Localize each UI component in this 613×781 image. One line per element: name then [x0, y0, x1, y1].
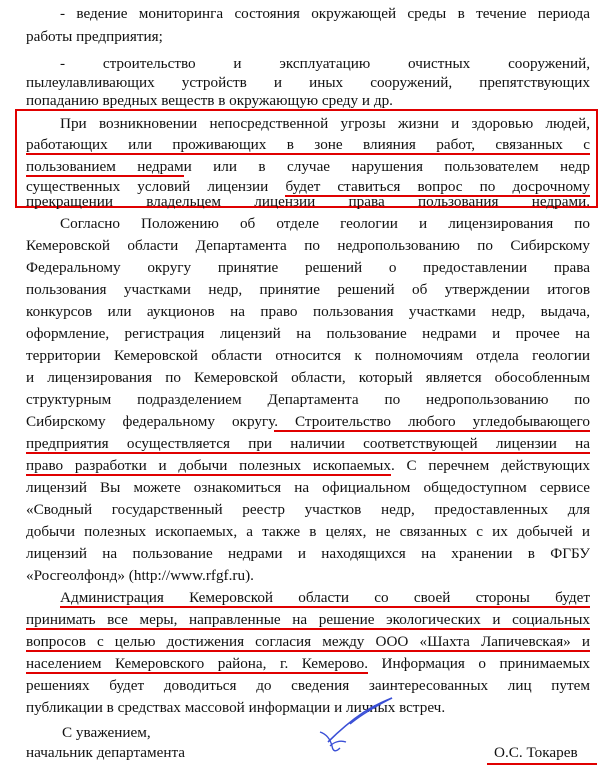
text-line-13: Федеральному округу принятие решений о предоставлении права [26, 259, 590, 276]
underline-segment: принимать все меры, направленные на решение экологических и социальных [26, 611, 590, 628]
text-line-21 [26, 433, 590, 455]
name-underline [487, 763, 597, 765]
closing-text: С уважением, [62, 724, 151, 741]
text-line-22: право разработки и добычи полезных ископаемых. С перечнем действующих [26, 457, 590, 474]
text-line-2: работы предприятия; [26, 28, 163, 45]
underline-segment: населением Кемеровского района, г. Кемерово. [26, 655, 369, 672]
text-line-32: решениях будет доводиться до сведения заинтересованных лиц путем [26, 677, 590, 694]
text-line-1: - ведение мониторинга состояния окружающей среды в течение периода [60, 5, 590, 22]
text-line-4: пылеулавливающих устройств и иных сооружений, препятствующих [26, 74, 590, 91]
underline-segment: Администрация Кемеровской области со своей стороны будет [60, 589, 590, 606]
text-line-7 [26, 134, 590, 156]
text-line-26: лицензий на пользование недрами и находящихся на хранении в ФГБУ [26, 545, 590, 562]
text-line-25: добычи полезных ископаемых, а также в целях, не связанных с их добычей и [26, 523, 590, 540]
underline-segment: вопросов с целью достижения согласия между ООО «Шахта Лапичевская» и [26, 633, 590, 650]
text-line-11: Согласно Положению об отделе геологии и лицензирования по [60, 215, 590, 232]
text-line-19: структурным подразделением Департамента по недропользованию по [26, 391, 590, 408]
text-line-23: лицензий Вы можете ознакомиться на официальном общедоступном сервисе [26, 479, 590, 496]
text-line-17: территории Кемеровской области относится к полномочиям отдела геологии [26, 347, 590, 364]
signatory-name: О.С. Токарев [494, 744, 578, 761]
underline-segment: . Строительство любого угледобывающего [274, 413, 590, 430]
underline-segment: право разработки и добычи полезных ископаемых [26, 457, 391, 474]
underline-segment: пользованием недрам [26, 158, 184, 175]
position-text: начальник департамента [26, 744, 186, 761]
underline-segment: работающих или проживающих в зоне влияния работ, связанных с [26, 136, 590, 153]
underline-segment: предприятия осуществляется при наличии соответствующей лицензии на [26, 435, 590, 452]
underline-segment: будет ставиться вопрос по досрочному [285, 178, 590, 195]
text-line-31: населением Кемеровского района, г. Кемерово. Информация о принимаемых [26, 655, 590, 672]
text-line-28 [60, 587, 590, 609]
text-line-6: При возникновении непосредственной угрозы жизни и здоровью людей, [60, 115, 590, 132]
text-line-29 [26, 609, 590, 631]
text-line-30 [26, 631, 590, 653]
text-line-9: существенных условий лицензии будет ставиться вопрос по досрочному [26, 178, 590, 195]
text-line-12: Кемеровской области Департамента по недропользованию по Сибирскому [26, 237, 590, 254]
handwritten-signature [300, 690, 410, 760]
text-line-27: «Росгеолфонд» (http://www.rfgf.ru). [26, 567, 254, 584]
text-line-10: прекращении владельцем лицензии права пользования недрами. [26, 193, 590, 210]
text-line-18: и лицензирования по Кемеровской области, который является обособленным [26, 369, 590, 386]
text-line-14: пользования участками недр, принятие решений об утверждении итогов [26, 281, 590, 298]
text-line-20: Сибирскому федеральному округу. Строительство любого угледобывающего [26, 413, 590, 430]
text-line-8: пользованием недрами или в случае нарушения пользователем недр [26, 158, 590, 175]
text-line-16: оформление, регистрация лицензий на пользование недрами и прочее на [26, 325, 590, 342]
text-line-5: попаданию вредных веществ в окружающую среду и др. [26, 92, 393, 109]
text-line-3: - строительство и эксплуатацию очистных сооружений, [60, 55, 590, 72]
text-line-33: публикации в средствах массовой информации и личных встреч. [26, 699, 446, 716]
text-line-15: конкурсов или аукционов на право пользования участками недр, выдача, [26, 303, 590, 320]
text-line-24: «Сводный государственный реестр участков недр, предоставленных для [26, 501, 590, 518]
